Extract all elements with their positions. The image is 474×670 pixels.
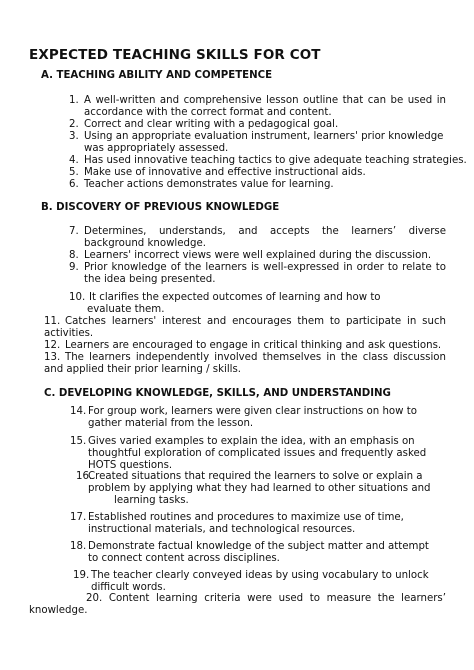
item-number: 11. bbox=[44, 316, 61, 327]
item-number: 7. bbox=[69, 226, 79, 237]
item-text: Has used innovative teaching tactics to give adequate teaching strategies. bbox=[84, 155, 467, 166]
item-number: 17. bbox=[70, 512, 87, 523]
list-item bbox=[69, 226, 446, 250]
list-item bbox=[70, 436, 440, 473]
item-text: Teacher actions demonstrates value for learning. bbox=[84, 179, 334, 190]
list-item bbox=[69, 119, 446, 131]
item-text: Prior knowledge of the learners is well-expressed in order to relate to the idea being presented. bbox=[84, 262, 446, 286]
item-text: Created situations that required the learners to solve or explain a problem by applying what they had learned to other situations and bbox=[88, 471, 431, 495]
item-text: Established routines and procedures to maximize use of time, instructional materials, and technological resources. bbox=[88, 512, 404, 536]
item-text: Learners are encouraged to engage in critical thinking and ask questions. bbox=[65, 340, 442, 351]
item-text-continued: evaluate them. bbox=[87, 304, 165, 316]
item-number: 3. bbox=[69, 131, 79, 142]
list-item bbox=[29, 593, 446, 617]
item-number: 20. bbox=[86, 593, 103, 604]
item-number: 13. bbox=[44, 352, 61, 363]
item-number: 14. bbox=[70, 406, 87, 417]
page-title: EXPECTED TEACHING SKILLS FOR COT bbox=[29, 47, 321, 63]
item-text bbox=[29, 593, 446, 617]
item-text: Gives varied examples to explain the idea, with an emphasis on thoughtful exploration of complicated issues and frequently asked HOTS questions. bbox=[88, 436, 427, 472]
item-text: Learners' incorrect views were well explained during the discussion. bbox=[84, 250, 432, 261]
item-text: Demonstrate factual knowledge of the subject matter and attempt to connect content across disciplines. bbox=[88, 541, 429, 565]
item-number: 18. bbox=[70, 541, 87, 552]
list-item bbox=[70, 541, 440, 565]
item-text: It clarifies the expected outcomes of learning and how to bbox=[89, 292, 381, 303]
item-number: 5. bbox=[69, 167, 79, 178]
item-number: 9. bbox=[69, 262, 79, 273]
section-heading-a: A. TEACHING ABILITY AND COMPETENCE bbox=[41, 70, 273, 81]
list-item bbox=[70, 512, 440, 536]
list-item bbox=[69, 179, 446, 191]
item-text: For group work, learners were given clear instructions on how to gather material from the lesson. bbox=[88, 406, 417, 430]
list-item bbox=[69, 292, 446, 316]
list-item bbox=[44, 352, 446, 376]
item-text-continued: learning tasks. bbox=[114, 495, 189, 507]
list-item bbox=[73, 570, 448, 594]
item-number: 4. bbox=[69, 155, 79, 166]
list-item bbox=[69, 155, 467, 167]
item-number: 10. bbox=[69, 292, 86, 303]
item-number: 6. bbox=[69, 179, 79, 190]
item-text: Determines, understands, and accepts the learners’ diverse background knowledge. bbox=[84, 226, 446, 250]
list-item bbox=[69, 95, 446, 119]
item-text: Catches learners' interest and encourages them to participate in such activities. bbox=[44, 316, 446, 340]
item-number: 2. bbox=[69, 119, 79, 130]
list-item bbox=[69, 131, 446, 155]
list-item bbox=[70, 406, 440, 430]
item-number: 1. bbox=[69, 95, 79, 106]
item-number: 12. bbox=[44, 340, 61, 351]
list-item bbox=[69, 262, 446, 286]
item-number: 8. bbox=[69, 250, 79, 261]
item-number: 15. bbox=[70, 436, 87, 447]
item-text: The teacher clearly conveyed ideas by using vocabulary to unlock difficult words. bbox=[91, 570, 429, 594]
item-text: The learners independently involved themselves in the class discussion and applied their prior learning / skills. bbox=[44, 352, 446, 376]
item-text: Correct and clear writing with a pedagogical goal. bbox=[84, 119, 339, 130]
item-text-body: Content learning criteria were used to measure the learners’ knowledge. bbox=[29, 593, 446, 617]
list-item bbox=[44, 316, 446, 340]
item-number: 16. bbox=[76, 471, 93, 482]
item-text: Make use of innovative and effective instructional aids. bbox=[84, 167, 366, 178]
item-text: A well-written and comprehensive lesson outline that can be used in accordance with the correct format and content. bbox=[84, 95, 446, 119]
item-text: Using an appropriate evaluation instrument, learners' prior knowledge was appropriately assessed. bbox=[84, 131, 444, 155]
item-number: 19. bbox=[73, 570, 90, 581]
section-heading-b: B. DISCOVERY OF PREVIOUS KNOWLEDGE bbox=[41, 202, 280, 213]
section-heading-c: C. DEVELOPING KNOWLEDGE, SKILLS, AND UNDERSTANDING bbox=[44, 388, 391, 399]
list-item bbox=[76, 471, 440, 508]
list-item bbox=[69, 167, 446, 179]
list-item bbox=[69, 250, 446, 262]
list-item bbox=[44, 340, 446, 352]
